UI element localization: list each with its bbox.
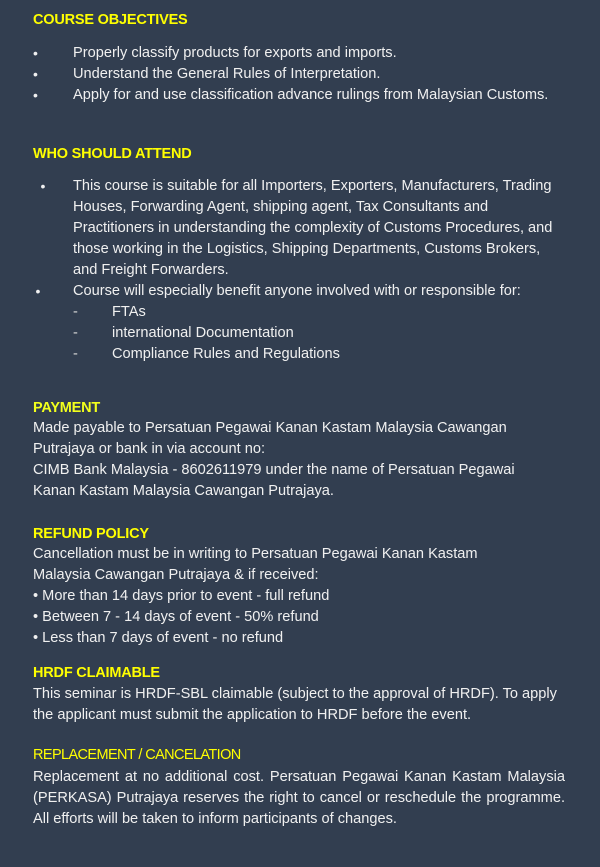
refund-intro: Cancellation must be in writing to Persatuan Pegawai Kanan Kastam Malaysia Cawangan Putrajaya & if received: (33, 546, 478, 583)
payment-text (33, 418, 553, 502)
bullet-icon: • (33, 87, 38, 103)
who-should-attend-heading: WHO SHOULD ATTEND (33, 146, 192, 162)
list-item (0, 64, 600, 85)
refund-item: • More than 14 days prior to event - full refund (33, 588, 330, 604)
objective-text: Understand the General Rules of Interpretation. (73, 66, 381, 82)
sublist-text: FTAs (112, 304, 146, 320)
payment-heading: PAYMENT (33, 400, 101, 416)
benefit-sublist (73, 302, 563, 365)
refund-item: • Less than 7 days of event - no refund (33, 630, 284, 646)
sublist-item (73, 323, 600, 344)
course-objectives-list (0, 43, 600, 106)
list-item (0, 176, 573, 281)
hrdf-claimable-heading: HRDF CLAIMABLE (33, 665, 160, 681)
replacement-cancelation-text: Replacement at no additional cost. Persatuan Pegawai Kanan Kastam Malaysia (PERKASA) Putrajaya reserves the right to cancel or reschedule the programme. All efforts will be taken to inform participants of changes. (33, 769, 565, 827)
list-item (0, 85, 600, 106)
who-should-attend-list (0, 176, 600, 365)
bullet-icon: • (35, 283, 41, 299)
sublist-text: Compliance Rules and Regulations (112, 346, 340, 362)
course-objectives-heading: COURSE OBJECTIVES (33, 12, 188, 28)
replacement-cancelation-heading: REPLACEMENT / CANCELATION (33, 747, 241, 763)
objective-text: Apply for and use classification advance rulings from Malaysian Customs. (73, 87, 549, 103)
bullet-icon: • (40, 178, 46, 194)
sublist-text: international Documentation (112, 325, 294, 341)
dash-icon: - (73, 346, 78, 362)
payment-line: CIMB Bank Malaysia - 8602611979 under the name of Persatuan Pegawai Kanan Kastam Malaysia Cawangan Putrajaya. (33, 462, 515, 499)
list-item (0, 43, 600, 64)
list-item (0, 281, 573, 365)
sublist-item (73, 302, 600, 323)
bullet-icon: • (33, 45, 38, 61)
attendee-text: This course is suitable for all Importers, Exporters, Manufacturers, Trading Houses, Forwarding Agent, shipping agent, Tax Consultants and Practitioners in understanding the complexity of Customs Procedures, and those working in the Logistics, Shipping Departments, Customs Brokers, and Freight Forwarders. (73, 178, 553, 278)
hrdf-claimable-text: This seminar is HRDF-SBL claimable (subject to the approval of HRDF). To apply the applicant must submit the application to HRDF before the event. (33, 686, 557, 723)
refund-item: • Between 7 - 14 days of event - 50% refund (33, 609, 319, 625)
bullet-icon: • (33, 66, 38, 82)
sublist-item (73, 344, 600, 365)
refund-policy-text (33, 544, 533, 649)
dash-icon: - (73, 304, 78, 320)
payment-line: Made payable to Persatuan Pegawai Kanan Kastam Malaysia Cawangan Putrajaya or bank in via account no: (33, 420, 507, 457)
attendee-text: Course will especially benefit anyone involved with or responsible for: (73, 283, 521, 299)
refund-policy-heading: REFUND POLICY (33, 526, 149, 542)
dash-icon: - (73, 325, 78, 341)
objective-text: Properly classify products for exports and imports. (73, 45, 397, 61)
